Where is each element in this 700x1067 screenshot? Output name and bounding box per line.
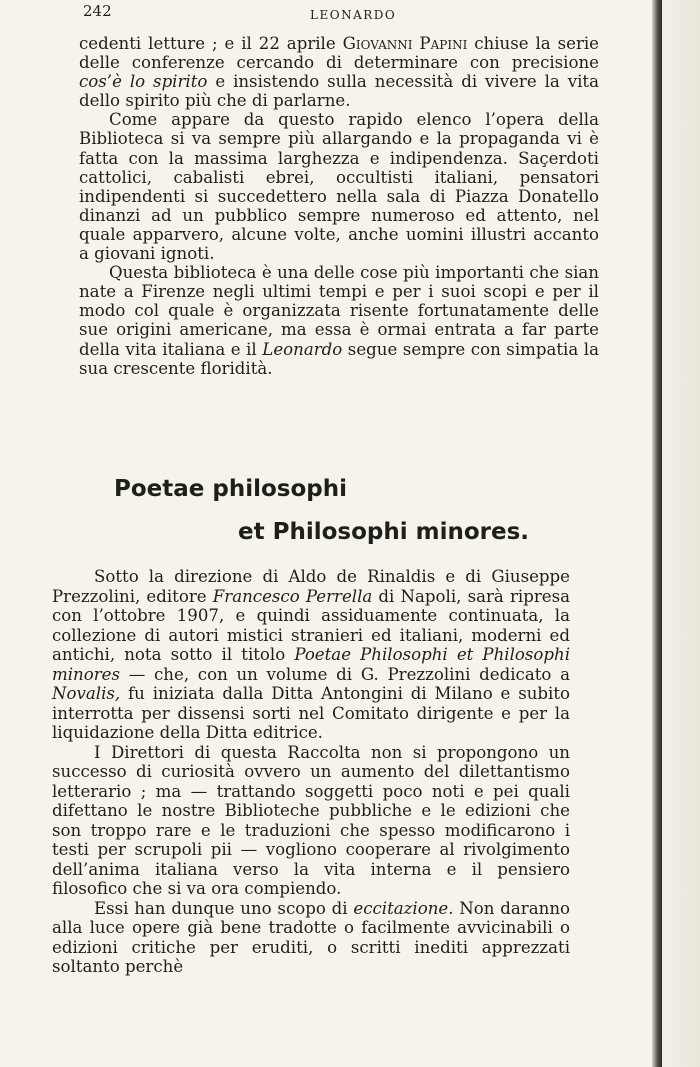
text-span: fu iniziata dalla Ditta Antongini di Milano e subito interrotta per dissensi sorti nel Comitato dirigente e per la liquidazione della Ditta editrice. <box>52 684 570 742</box>
italic-phrase: Leonardo <box>262 339 343 359</box>
paragraph <box>52 899 570 977</box>
text-span: cedenti letture ; e il 22 aprile <box>79 34 343 53</box>
page-header <box>0 0 652 30</box>
section-2-text <box>52 567 570 977</box>
section-title-line-1: Poetae philosophi <box>114 476 347 502</box>
text-span: chiuse la serie delle conferenze cercando di determinare con precisione <box>79 34 600 73</box>
italic-phrase: Novalis, <box>52 684 121 703</box>
text-span: Non daranno alla luce opere già bene tradotte o facilmente avvicinabili o edizioni critiche per eruditi, o scritti inediti apprezzati soltanto perchè <box>52 898 570 976</box>
page-number: 242 <box>83 2 112 20</box>
italic-phrase: eccitazione. <box>353 898 454 918</box>
italic-phrase: cos’è lo spirito <box>79 72 208 92</box>
paragraph <box>79 263 599 378</box>
text-span: Essi han dunque uno scopo di <box>94 898 354 918</box>
paragraph: I Direttori di questa Raccolta non si propongono un successo di curiosità ovvero un aumento del dilettantismo letterario ; ma — trattando soggetti poco noti e pei quali difettano le nostre Biblioteche pubbliche e le edizioni che son troppo rare e le traduzioni che spesso modificarono i testi per scrupoli pii — vogliono cooperare al rivolgimento dell’anima italiana verso la vita interna e il pensiero filosofico che si va ora compiendo. <box>52 742 570 898</box>
text-span: — che, con un volume di G. Prezzolini dedicato a <box>120 664 570 684</box>
text-span: di Napoli, sarà ripresa con l’ottobre 1907, e quindi assiduamente continuata, la collezione di autori mistici stranieri ed italiani, moderni ed antichi, nota sotto il titolo <box>52 586 570 664</box>
running-head: LEONARDO <box>310 8 397 22</box>
page-edge-shadow <box>652 0 662 1067</box>
background-margin <box>662 0 700 1067</box>
italic-phrase: Francesco Perrella <box>212 586 373 606</box>
author-name: Giovanni Papini <box>342 34 468 53</box>
text-span: segue sempre con simpatia la sua crescente floridità. <box>79 339 599 378</box>
section-title-line-2: et Philosophi minores. <box>238 519 530 545</box>
text-span: Sotto la direzione di Aldo de Rinaldis e di Giuseppe Prezzolini, editore <box>52 567 570 606</box>
text-span: Questa biblioteca è una delle cose più importanti che sian nate a Firenze negli ultimi tempi e per i suoi scopi e per il modo col quale è organizzata risente fortunatamente delle sue origini americane, ma essa è ormai entrata a far parte della vita italiana e il <box>79 263 599 359</box>
text-span: e insistendo sulla necessità di vivere la vita dello spirito più che di parlarne. <box>79 72 599 111</box>
paragraph <box>79 34 599 110</box>
paragraph: Come appare da questo rapido elenco l’opera della Biblioteca si va sempre più allargando e la propaganda vi è fatta con la massima larghezza e indipendenza. Saçerdoti cattolici, cabalisti ebrei, occultisti italiani, pensatori indipendenti si succedettero nella sala di Piazza Donatello dinanzi ad un pubblico sempre numeroso ed attento, nel quale apparvero, alcune volte, anche uomini illustri accanto a giovani ignoti. <box>79 110 599 264</box>
section-1-text <box>79 34 599 378</box>
italic-phrase: Poetae Philosophi et Philosophi minores <box>52 645 571 684</box>
paragraph <box>52 567 570 743</box>
